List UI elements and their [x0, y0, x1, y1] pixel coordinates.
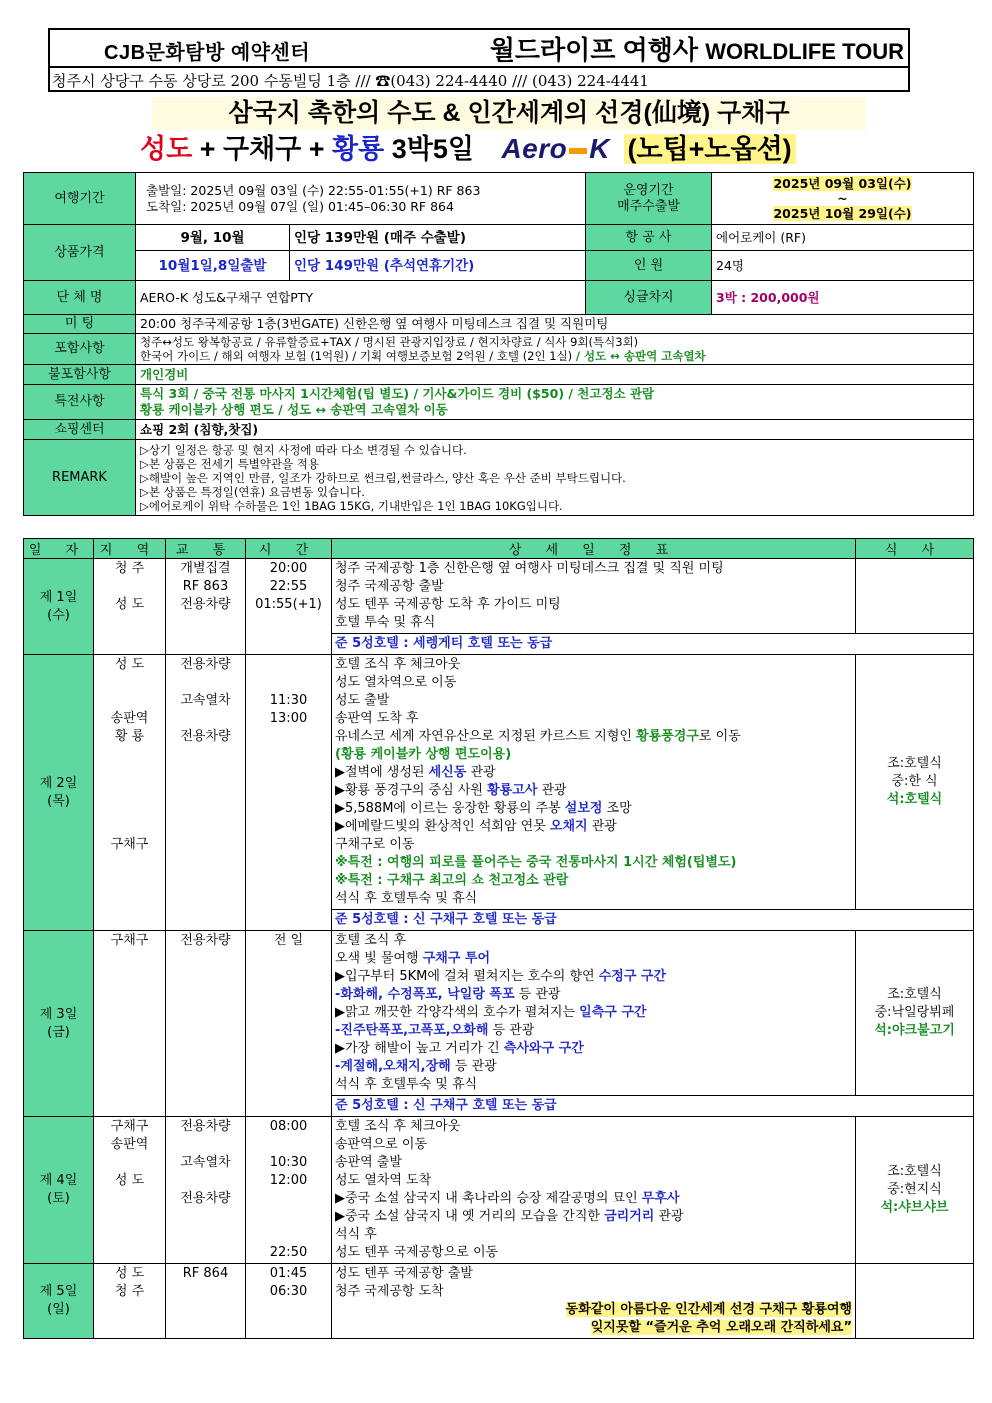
- day-2-meal: 조:호텔식 중:한 식 석:호텔식: [856, 655, 974, 910]
- operation-value: 2025년 09월 03일(수) ~ 2025년 10월 29일(수): [712, 173, 974, 225]
- group-label: 단 체 명: [24, 281, 136, 315]
- remark-label: REMARK: [24, 440, 136, 516]
- price-label: 상품가격: [24, 225, 136, 281]
- day-5-transport: RF 864: [166, 1264, 246, 1339]
- day-1-time: 20:00 22:55 01:55(+1): [246, 559, 332, 655]
- shopping-label: 쇼핑센터: [24, 420, 136, 440]
- day-2-time: 11:30 13:00: [246, 655, 332, 931]
- single-label: 싱글차지: [586, 281, 712, 315]
- remark-item: ▷상기 일정은 항공 및 현지 사정에 따라 다소 변경될 수 있습니다.: [140, 442, 467, 457]
- day-4-detail: 호텔 조식 후 체크아웃 송판역으로 이동 송판역 출발 성도 열차역 도착 ▶중국 소설 삼국지 내 촉나라의 승장 제갈공명의 묘인 무후사 ▶중국 소설 삼국지 내 옛 거리의 모습을 간직한 금리거리 관광 석식 후 성도 텐푸 국제공항으로 이동: [332, 1117, 856, 1264]
- exclude-label: 불포함사항: [24, 365, 136, 385]
- agency-right: [490, 30, 904, 67]
- day-1-label: 제 1일 (수): [24, 559, 94, 655]
- col-header-meal: 식 사: [856, 539, 974, 559]
- remark-item: ▷해발이 높은 지역인 만큼, 일조가 강하므로 썬크림,썬글라스, 양산 혹은 우산 준비 부탁드립니다.: [140, 470, 626, 485]
- day-3-hotel: 준 5성호텔 : 신 구채구 호텔 또는 동급: [332, 1096, 974, 1117]
- period-label: 여행기간: [24, 173, 136, 225]
- page-subtitle: [140, 131, 900, 167]
- closing-note-1: 동화같이 아름다운 인간세계 선경 구채구 황룡여행: [565, 1302, 852, 1317]
- day-3-label: 제 3일 (금): [24, 931, 94, 1117]
- remark-item: ▷에어로케이 위탁 수하물은 1인 1BAG 15KG, 기내반입은 1인 1BAG 10KG입니다.: [140, 498, 563, 513]
- col-header-date: 일 자: [24, 539, 94, 559]
- remark-item: ▷본 상품은 특정일(연휴) 요금변동 있습니다.: [140, 484, 365, 499]
- day-1-region: 청 주 성 도: [94, 559, 166, 655]
- day-5-label: 제 5일 (일): [24, 1264, 94, 1339]
- table-row: [24, 559, 974, 634]
- day-2-region: 성 도 송판역 황 룡 구채구: [94, 655, 166, 931]
- aerok-logo: Aero K: [501, 133, 610, 164]
- day-3-detail: 호텔 조식 후 오색 빛 물여행 구채구 투어 ▶입구부터 5KM에 걸쳐 펼쳐지는 호수의 향연 수정구 구간 -화화해, 수정폭포, 낙일랑 폭포 등 관광 ▶맑고 깨끗한 각양각색의 호수가 펼쳐지는 일측구 구간 -진주탄폭포,고폭포,오화해 등 관광 ▶가장 해발이 높고 거리가 긴 측사와구 구간 -계절해,오채지,장해 등 관광 석식 후 호텔투숙 및 휴식: [332, 931, 856, 1096]
- agency-left: CJB문화탐방 예약센터: [104, 42, 311, 64]
- table-row: [24, 931, 974, 1096]
- agency-name-kr: 월드라이프 여행사: [489, 35, 698, 65]
- day-4-transport: 전용차량 고속열차 전용차량: [166, 1117, 246, 1264]
- day-1-detail: 청주 국제공항 1층 신한은행 옆 여행사 미팅데스크 집결 및 직원 미팅 청주 국제공항 출발 성도 텐푸 국제공항 도착 후 가이드 미팅 호텔 투숙 및 휴식: [332, 559, 856, 634]
- table-row: [24, 1264, 974, 1339]
- airline-value: 에어로케이 (RF): [712, 225, 974, 251]
- day-3-region: 구채구: [94, 931, 166, 1117]
- itinerary-table: [23, 538, 974, 1339]
- title-city-3: 황룡: [332, 134, 385, 164]
- title-city-1: 성도: [140, 134, 193, 164]
- day-2-hotel: 준 5성호텔 : 신 구채구 호텔 또는 동급: [332, 910, 974, 931]
- day-3-time: 전 일: [246, 931, 332, 1117]
- day-2-label: 제 2일 (목): [24, 655, 94, 931]
- day-1-transport: 개별집결 RF 863 전용차량: [166, 559, 246, 655]
- day-2-transport: 전용차량 고속열차 전용차량: [166, 655, 246, 931]
- day-5-time: 01:45 06:30: [246, 1264, 332, 1339]
- title-plus-1: +: [199, 134, 216, 164]
- meeting-value: 20:00 청주국제공항 1층(3번GATE) 신한은행 옆 여행사 미팅데스크 집결 및 직원미팅: [136, 315, 974, 334]
- remark-item: ▷본 상품은 전세기 특별약관을 적용: [140, 456, 319, 471]
- day-1-hotel: 준 5성호텔 : 세렝게티 호텔 또는 동급: [332, 634, 974, 655]
- info-table: [23, 172, 974, 516]
- group-value: AERO-K 성도&구채구 연합PTY: [136, 281, 586, 315]
- remark-list: [136, 440, 974, 516]
- period-value: 출발일: 2025년 09월 03일 (수) 22:55-01:55(+1) RF 863 도착일: 2025년 09월 07일 (일) 01:45–06:30 RF 864: [136, 173, 586, 225]
- col-header-transport: 교 통: [166, 539, 246, 559]
- day-3-transport: 전용차량: [166, 931, 246, 1117]
- airline-label: 항 공 사: [586, 225, 712, 251]
- col-header-detail: 상 세 일 정 표: [332, 539, 856, 559]
- header-agency-row: [48, 30, 910, 68]
- shopping-value: 쇼핑 2회 (침향,찻집): [136, 420, 974, 440]
- closing-note-2: 잊지못할 “즐거운 추억 오래오래 간직하세요”: [590, 1320, 852, 1335]
- col-header-time: 시 간: [246, 539, 332, 559]
- special-label: 특전사항: [24, 385, 136, 420]
- day-4-region: 구채구 송판역 성 도: [94, 1117, 166, 1264]
- day-5-region: 성 도 청 주: [94, 1264, 166, 1339]
- day-5-meal: [856, 1264, 974, 1339]
- day-2-detail: 호텔 조식 후 체크아웃 성도 열차역으로 이동 성도 출발 송판역 도착 후 유네스코 세계 자연유산으로 지정된 카르스트 지형인 황룡풍경구로 이동 (황룡 케이블카 상행 편도이용) ▶절벽에 생성된 세신동 관광 ▶황룡 풍경구의 중심 사원 황룡고사 관광 ▶5,588M에 이르는 웅장한 황룡의 주봉 설보정 조망 ▶에메랄드빛의 환상적인 석회암 연못 오채지 관광 구채구로 이동 ※특전 : 여행의 피로를 풀어주는 중국 전통마사지 1시간 체험(팁별도) ※특전 : 구채구 최고의 쇼 천고정소 관람 석식 후 호텔투숙 및 휴식: [332, 655, 856, 910]
- pax-label: 인 원: [586, 251, 712, 281]
- title-option: (노팁+노옵션): [624, 134, 796, 164]
- exclude-value: 개인경비: [136, 365, 974, 385]
- meeting-label: 미 팅: [24, 315, 136, 334]
- table-row: [24, 1117, 974, 1264]
- title-plus-2: +: [308, 134, 325, 164]
- table-row: [24, 655, 974, 910]
- price-special-date: 10월1일,8일출발: [136, 251, 290, 281]
- day-1-meal: [856, 559, 974, 634]
- price-special-value: 인당 149만원 (추석연휴기간): [290, 251, 586, 281]
- day-3-meal: 조:호텔식 중:낙일랑뷔페 석:야크불고기: [856, 931, 974, 1096]
- day-4-label: 제 4일 (토): [24, 1117, 94, 1264]
- day-4-meal: 조:호텔식 중:현지식 석:샤브샤브: [856, 1117, 974, 1264]
- agency-name-eng: WORLDLIFE TOUR: [705, 39, 904, 64]
- include-value: 청주↔성도 왕복항공료 / 유류할증료+TAX / 명시된 관광지입장료 / 현지차량료 / 식사 9회(특식3회) 한국어 가이드 / 해외 여행자 보험 (1억원) / 기획 여행보증보험 2억원 / 호텔 (2인 1실) / 성도 ↔ 송판역 고속열차: [136, 334, 974, 365]
- page-title: 삼국지 촉한의 수도 & 인간세계의 선경(仙境) 구채구: [152, 97, 866, 130]
- include-label: 포함사항: [24, 334, 136, 365]
- agency-address: 청주시 상당구 수동 상당로 200 수동빌딩 1층 /// ☎(043) 224-4440 /// (043) 224-4441: [52, 72, 649, 90]
- pax-value: 24명: [712, 251, 974, 281]
- day-5-detail: 성도 텐푸 국제공항 출발 청주 국제공항 도착 동화같이 아름다운 인간세계 선경 구채구 황룡여행 잊지못할 “즐거운 추억 오래오래 간직하세요”: [332, 1264, 856, 1339]
- title-duration: 3박5일: [391, 134, 474, 164]
- operation-label: 운영기간 매주수출발: [586, 173, 712, 225]
- day-4-time: 08:00 10:30 12:00 22:50: [246, 1117, 332, 1264]
- title-city-2: 구채구: [222, 134, 302, 164]
- price-value: 인당 139만원 (매주 수출발): [290, 225, 586, 251]
- special-value: 특식 3회 / 중국 전통 마사지 1시간체험(팁 별도) / 기사&가이드 경비 ($50) / 천고정소 관람 황룡 케이블카 상행 편도 / 성도 ↔ 송판역 고속열차 이동: [136, 385, 974, 420]
- col-header-region: 지 역: [94, 539, 166, 559]
- price-month: 9월, 10월: [136, 225, 290, 251]
- single-value: 3박 : 200,000원: [712, 281, 974, 315]
